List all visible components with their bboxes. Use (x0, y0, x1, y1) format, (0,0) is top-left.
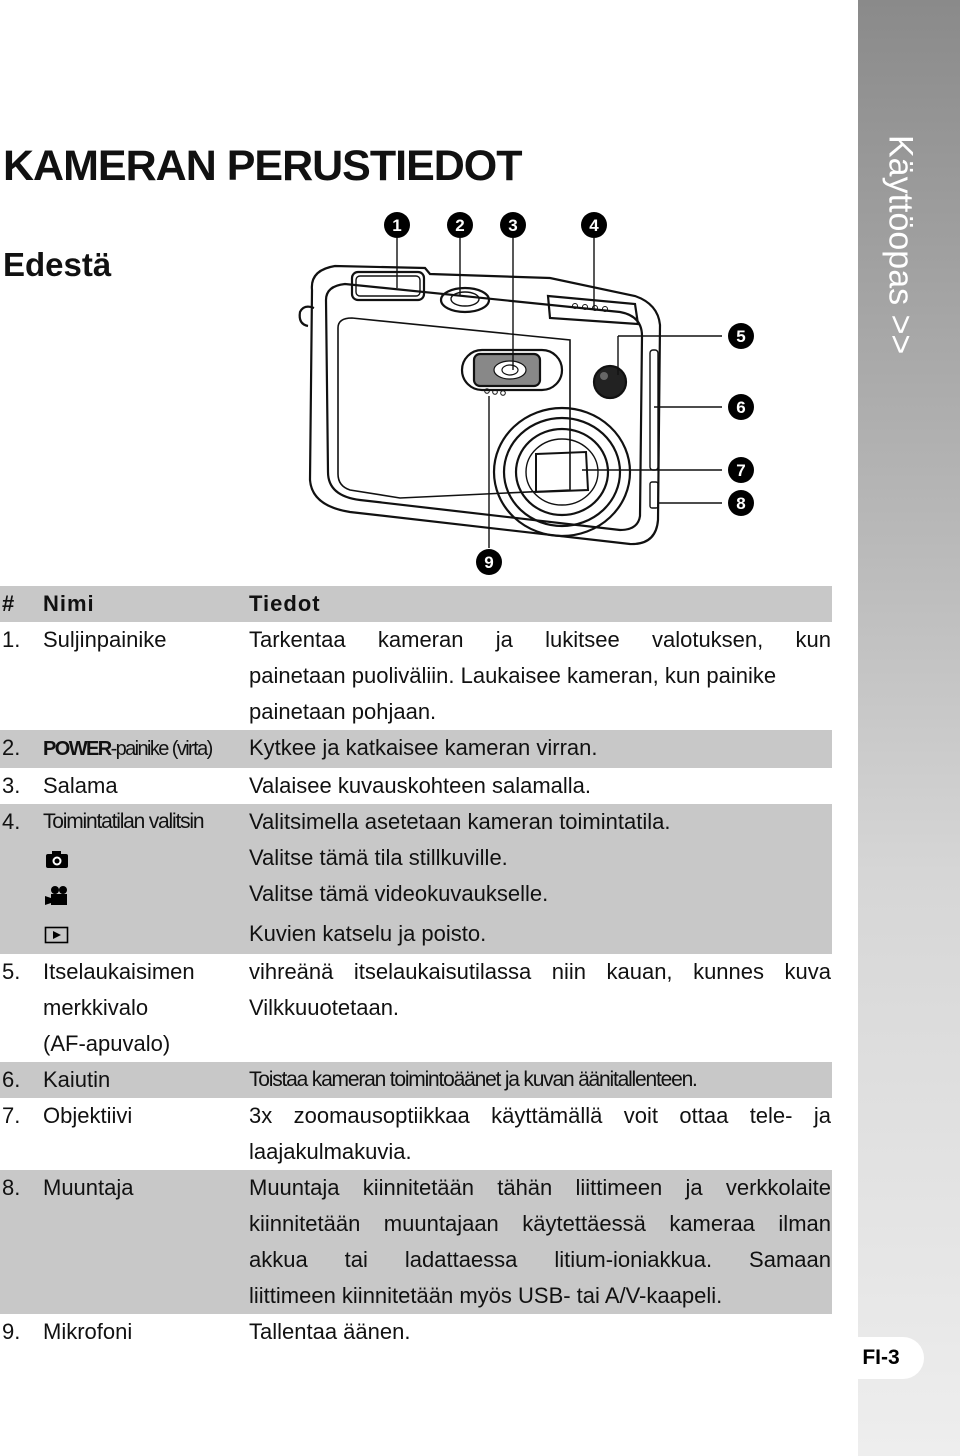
row-desc-line: kiinnitetään muuntajaan käytettäessä kameraa ilman (249, 1211, 831, 1236)
row-desc-line: Valitse tämä tila stillkuville. (249, 845, 508, 870)
callout-2: 2 (455, 216, 465, 235)
row-desc-line: Muuntaja kiinnitetään tähän liittimeen ja verkkolaite (249, 1175, 831, 1200)
power-label-rest: -painike (virta) (110, 738, 212, 760)
callout-5: 5 (736, 327, 746, 346)
page-title: KAMERAN PERUSTIEDOT (3, 142, 522, 190)
row-desc-line: Valitse tämä videokuvaukselle. (249, 881, 549, 906)
row-num: 4. (2, 809, 21, 834)
row-desc-line: Tallentaa äänen. (249, 1319, 411, 1344)
row-name: Objektiivi (43, 1103, 133, 1128)
row-desc-line: painetaan puoliväliin. Laukaisee kameran, kun painike (249, 663, 777, 688)
row-desc-line: Toistaa kameran toimintoäänet ja kuvan äänitallenteen. (249, 1068, 697, 1091)
table-header-row (0, 586, 832, 622)
table-row (0, 1170, 832, 1314)
sidebar-label: Käyttöopas >> (881, 135, 920, 355)
mode-row-video (0, 876, 832, 914)
row-desc-line: Valitsimella asetetaan kameran toimintatila. (249, 809, 671, 834)
row-num: 6. (2, 1067, 21, 1092)
page-number: FI-3 (838, 1337, 924, 1379)
row-name-line: (AF-apuvalo) (43, 1031, 171, 1056)
row-num: 1. (2, 627, 21, 652)
mode-row-still (0, 840, 832, 876)
row-desc-line: painetaan pohjaan. (249, 699, 437, 724)
camera-icon (44, 849, 70, 875)
header-name: Nimi (43, 591, 95, 616)
mode-row-playback (0, 916, 832, 954)
row-desc-line: laajakulmakuvia. (249, 1139, 412, 1164)
row-desc-line: Kytkee ja katkaisee kameran virran. (249, 735, 598, 760)
power-label: POWER (43, 738, 111, 760)
row-num: 3. (2, 773, 21, 798)
row-name-line: merkkivalo (43, 995, 149, 1020)
camera-front-illustration (290, 200, 770, 585)
row-num: 9. (2, 1319, 21, 1344)
row-desc-line: liittimeen kiinnitetään myös USB- tai A/V-kaapeli. (249, 1283, 723, 1308)
row-num: 5. (2, 959, 21, 984)
row-name: Kaiutin (43, 1067, 111, 1092)
callout-1: 1 (392, 216, 402, 235)
playback-icon (44, 925, 70, 951)
table-row (0, 768, 832, 804)
callout-8: 8 (736, 494, 746, 513)
row-name: Mikrofoni (43, 1319, 133, 1344)
table-row (0, 730, 832, 768)
table-row (0, 954, 832, 1062)
callout-9: 9 (484, 553, 494, 572)
row-num: 8. (2, 1175, 21, 1200)
video-camera-icon (44, 885, 70, 913)
row-name: Muuntaja (43, 1175, 134, 1200)
row-name: Suljinpainike (43, 627, 167, 652)
table-row (0, 622, 832, 730)
row-name (43, 730, 212, 766)
row-desc-line: Valaisee kuvauskohteen salamalla. (249, 773, 592, 798)
row-desc-line: akkua tai ladattaessa litium-ioniakkua. Samaan (249, 1247, 831, 1272)
row-desc-line: Kuvien katselu ja poisto. (249, 921, 487, 946)
row-desc-line: Vilkkuuotetaan. (249, 995, 400, 1020)
row-num: 2. (2, 735, 21, 760)
row-name: Salama (43, 773, 118, 798)
header-desc: Tiedot (249, 591, 321, 616)
row-desc-line: Tarkentaa kameran ja lukitsee valotuksen, kun (249, 627, 831, 652)
row-num: 7. (2, 1103, 21, 1128)
header-num: # (2, 591, 16, 616)
callout-4: 4 (589, 216, 599, 235)
callout-7: 7 (736, 461, 746, 480)
row-name: Toimintatilan valitsin (43, 810, 204, 833)
row-name-line: Itselaukaisimen (43, 959, 195, 984)
row-desc-line: vihreänä itselaukaisutilassa niin kauan, kunnes kuva (249, 959, 831, 984)
callout-6: 6 (736, 398, 746, 417)
section-subtitle: Edestä (3, 246, 112, 283)
table-row (0, 1098, 832, 1170)
table-row (0, 1314, 832, 1350)
row-desc-line: 3x zoomausoptiikkaa käyttämällä voit ottaa tele- ja (249, 1103, 831, 1128)
callout-3: 3 (508, 216, 518, 235)
table-row (0, 1062, 832, 1098)
table-row (0, 804, 832, 954)
